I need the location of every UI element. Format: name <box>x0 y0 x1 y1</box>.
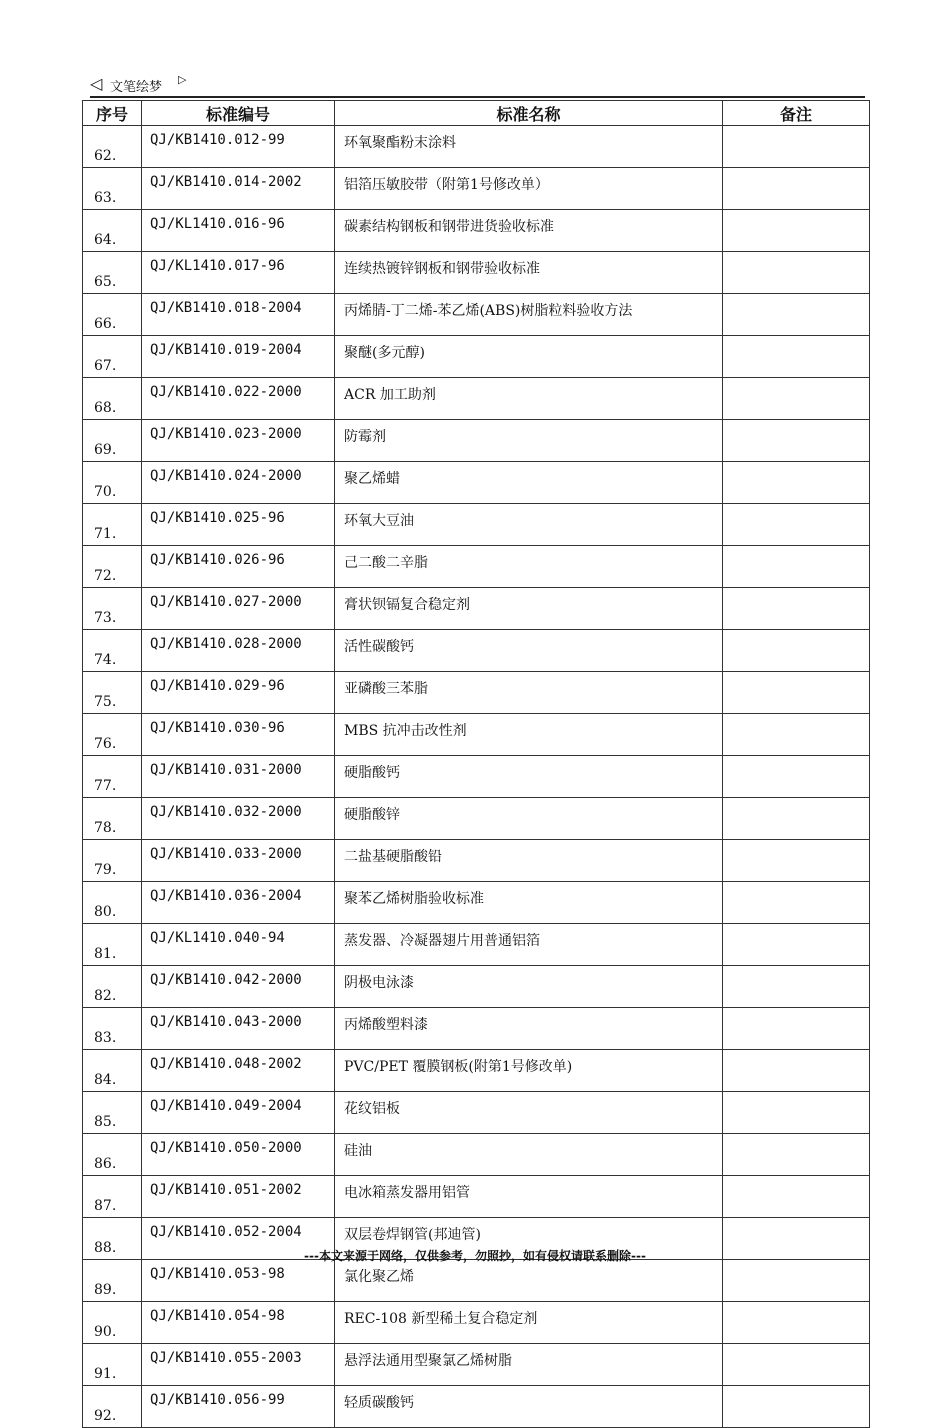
standard-name: 碳素结构钢板和钢带进货验收标准 <box>335 210 723 252</box>
table-row <box>83 1176 870 1218</box>
standard-code: QJ/KB1410.019-2004 <box>142 336 335 378</box>
standard-code: QJ/KB1410.028-2000 <box>142 630 335 672</box>
table-row <box>83 252 870 294</box>
page-header <box>90 72 865 98</box>
standard-code: QJ/KB1410.018-2004 <box>142 294 335 336</box>
remark-cell <box>723 966 870 1008</box>
standard-name: 连续热镀锌钢板和钢带验收标准 <box>335 252 723 294</box>
standard-name: 亚磷酸三苯脂 <box>335 672 723 714</box>
row-number: 91. <box>83 1344 142 1386</box>
row-number: 73. <box>83 588 142 630</box>
table-row <box>83 1302 870 1344</box>
standard-code: QJ/KB1410.032-2000 <box>142 798 335 840</box>
standard-code: QJ/KB1410.053-98 <box>142 1260 335 1302</box>
row-number: 67. <box>83 336 142 378</box>
standard-code: QJ/KB1410.022-2000 <box>142 378 335 420</box>
remark-cell <box>723 882 870 924</box>
row-number: 62. <box>83 126 142 168</box>
row-number: 80. <box>83 882 142 924</box>
row-number: 76. <box>83 714 142 756</box>
remark-cell <box>723 1386 870 1428</box>
table-row <box>83 966 870 1008</box>
row-number: 82. <box>83 966 142 1008</box>
row-number: 81. <box>83 924 142 966</box>
column-header-name: 标准名称 <box>335 101 723 126</box>
table-row <box>83 1008 870 1050</box>
row-number: 71. <box>83 504 142 546</box>
footer-disclaimer: ---本文来源于网络，仅供参考，勿照抄，如有侵权请联系删除--- <box>304 1249 646 1263</box>
remark-cell <box>723 588 870 630</box>
header-title: 文笔绘梦 <box>110 80 163 95</box>
row-number: 65. <box>83 252 142 294</box>
table-row <box>83 588 870 630</box>
standard-name: 硬脂酸锌 <box>335 798 723 840</box>
row-number: 75. <box>83 672 142 714</box>
row-number: 74. <box>83 630 142 672</box>
row-number: 90. <box>83 1302 142 1344</box>
table-row <box>83 294 870 336</box>
remark-cell <box>723 168 870 210</box>
standard-name: 丙烯酸塑料漆 <box>335 1008 723 1050</box>
row-number: 69. <box>83 420 142 462</box>
standard-code: QJ/KB1410.051-2002 <box>142 1176 335 1218</box>
row-number: 88. <box>83 1218 142 1260</box>
remark-cell <box>723 1176 870 1218</box>
standards-table <box>82 100 870 1428</box>
remark-cell <box>723 546 870 588</box>
table-row <box>83 1386 870 1428</box>
standard-code: QJ/KB1410.025-96 <box>142 504 335 546</box>
table-row <box>83 924 870 966</box>
standard-name: MBS 抗冲击改性剂 <box>335 714 723 756</box>
table-row <box>83 336 870 378</box>
row-number: 79. <box>83 840 142 882</box>
standard-code: QJ/KB1410.029-96 <box>142 672 335 714</box>
standard-code: QJ/KB1410.054-98 <box>142 1302 335 1344</box>
row-number: 77. <box>83 756 142 798</box>
table-row <box>83 546 870 588</box>
remark-cell <box>723 1050 870 1092</box>
standard-code: QJ/KB1410.055-2003 <box>142 1344 335 1386</box>
standard-code: QJ/KB1410.030-96 <box>142 714 335 756</box>
row-number: 64. <box>83 210 142 252</box>
standard-name: 聚苯乙烯树脂验收标准 <box>335 882 723 924</box>
standard-name: 环氧聚酯粉末涂料 <box>335 126 723 168</box>
row-number: 89. <box>83 1260 142 1302</box>
standard-code: QJ/KB1410.033-2000 <box>142 840 335 882</box>
table-row <box>83 672 870 714</box>
remark-cell <box>723 1344 870 1386</box>
standard-name: 氯化聚乙烯 <box>335 1260 723 1302</box>
table-row <box>83 798 870 840</box>
triangle-right-icon: ▷ <box>178 73 187 86</box>
row-number: 68. <box>83 378 142 420</box>
remark-cell <box>723 378 870 420</box>
standard-name: 己二酸二辛脂 <box>335 546 723 588</box>
standard-name: 花纹铝板 <box>335 1092 723 1134</box>
row-number: 86. <box>83 1134 142 1176</box>
row-number: 83. <box>83 1008 142 1050</box>
standard-code: QJ/KB1410.031-2000 <box>142 756 335 798</box>
table-row <box>83 420 870 462</box>
standard-code: QJ/KL1410.016-96 <box>142 210 335 252</box>
remark-cell <box>723 714 870 756</box>
remark-cell <box>723 1092 870 1134</box>
remark-cell <box>723 630 870 672</box>
table-row <box>83 1134 870 1176</box>
row-number: 72. <box>83 546 142 588</box>
triangle-left-icon: ◁ <box>90 74 103 93</box>
standard-code: QJ/KB1410.023-2000 <box>142 420 335 462</box>
row-number: 87. <box>83 1176 142 1218</box>
standard-name: 阴极电泳漆 <box>335 966 723 1008</box>
table-row <box>83 1050 870 1092</box>
table-row <box>83 714 870 756</box>
table-header-row <box>83 101 870 126</box>
standard-name: 聚醚(多元醇) <box>335 336 723 378</box>
standard-code: QJ/KB1410.056-99 <box>142 1386 335 1428</box>
standard-name: 悬浮法通用型聚氯乙烯树脂 <box>335 1344 723 1386</box>
column-header-code: 标准编号 <box>142 101 335 126</box>
standard-code: QJ/KB1410.014-2002 <box>142 168 335 210</box>
standard-name: 膏状钡镉复合稳定剂 <box>335 588 723 630</box>
standard-name: 双层卷焊钢管(邦迪管) <box>335 1218 723 1260</box>
table-row <box>83 126 870 168</box>
standard-name: 二盐基硬脂酸铅 <box>335 840 723 882</box>
table-row <box>83 1092 870 1134</box>
column-header-note: 备注 <box>723 101 870 126</box>
remark-cell <box>723 126 870 168</box>
standard-name: ACR 加工助剂 <box>335 378 723 420</box>
table-row <box>83 168 870 210</box>
remark-cell <box>723 798 870 840</box>
remark-cell <box>723 1302 870 1344</box>
row-number: 84. <box>83 1050 142 1092</box>
remark-cell <box>723 1008 870 1050</box>
standard-name: 聚乙烯蜡 <box>335 462 723 504</box>
table-body <box>83 126 870 1428</box>
standard-name: 蒸发器、冷凝器翅片用普通铝箔 <box>335 924 723 966</box>
row-number: 85. <box>83 1092 142 1134</box>
table-row <box>83 756 870 798</box>
standard-name: 防霉剂 <box>335 420 723 462</box>
row-number: 66. <box>83 294 142 336</box>
remark-cell <box>723 840 870 882</box>
remark-cell <box>723 504 870 546</box>
standard-code: QJ/KL1410.040-94 <box>142 924 335 966</box>
remark-cell <box>723 210 870 252</box>
standard-code: QJ/KB1410.048-2002 <box>142 1050 335 1092</box>
standard-name: 铝箔压敏胶带（附第1号修改单） <box>335 168 723 210</box>
remark-cell <box>723 420 870 462</box>
table-row <box>83 1260 870 1302</box>
column-header-no: 序号 <box>83 101 142 126</box>
standard-code: QJ/KB1410.042-2000 <box>142 966 335 1008</box>
standard-code: QJ/KB1410.049-2004 <box>142 1092 335 1134</box>
remark-cell <box>723 672 870 714</box>
table-row <box>83 630 870 672</box>
table-row <box>83 504 870 546</box>
standard-code: QJ/KB1410.050-2000 <box>142 1134 335 1176</box>
row-number: 92. <box>83 1386 142 1428</box>
remark-cell <box>723 924 870 966</box>
standard-code: QJ/KB1410.043-2000 <box>142 1008 335 1050</box>
standard-name: 轻质碳酸钙 <box>335 1386 723 1428</box>
remark-cell <box>723 462 870 504</box>
table-row <box>83 840 870 882</box>
standard-code: QJ/KB1410.052-2004 <box>142 1218 335 1260</box>
remark-cell <box>723 756 870 798</box>
table-row <box>83 882 870 924</box>
remark-cell <box>723 294 870 336</box>
table-row <box>83 378 870 420</box>
standard-name: 硅油 <box>335 1134 723 1176</box>
table-row <box>83 1344 870 1386</box>
standard-name: 环氧大豆油 <box>335 504 723 546</box>
table-row <box>83 210 870 252</box>
standard-code: QJ/KL1410.017-96 <box>142 252 335 294</box>
standard-code: QJ/KB1410.036-2004 <box>142 882 335 924</box>
standard-name: REC-108 新型稀土复合稳定剂 <box>335 1302 723 1344</box>
standard-name: 丙烯腈-丁二烯-苯乙烯(ABS)树脂粒料验收方法 <box>335 294 723 336</box>
standard-name: 硬脂酸钙 <box>335 756 723 798</box>
row-number: 78. <box>83 798 142 840</box>
row-number: 63. <box>83 168 142 210</box>
header-rule <box>90 96 865 98</box>
row-number: 70. <box>83 462 142 504</box>
remark-cell <box>723 1134 870 1176</box>
table-row <box>83 462 870 504</box>
remark-cell <box>723 1260 870 1302</box>
remark-cell <box>723 252 870 294</box>
remark-cell <box>723 336 870 378</box>
standard-code: QJ/KB1410.026-96 <box>142 546 335 588</box>
standard-code: QJ/KB1410.024-2000 <box>142 462 335 504</box>
standard-name: PVC/PET 覆膜钢板(附第1号修改单) <box>335 1050 723 1092</box>
standard-name: 电冰箱蒸发器用铝管 <box>335 1176 723 1218</box>
standard-name: 活性碳酸钙 <box>335 630 723 672</box>
standard-code: QJ/KB1410.012-99 <box>142 126 335 168</box>
standard-code: QJ/KB1410.027-2000 <box>142 588 335 630</box>
